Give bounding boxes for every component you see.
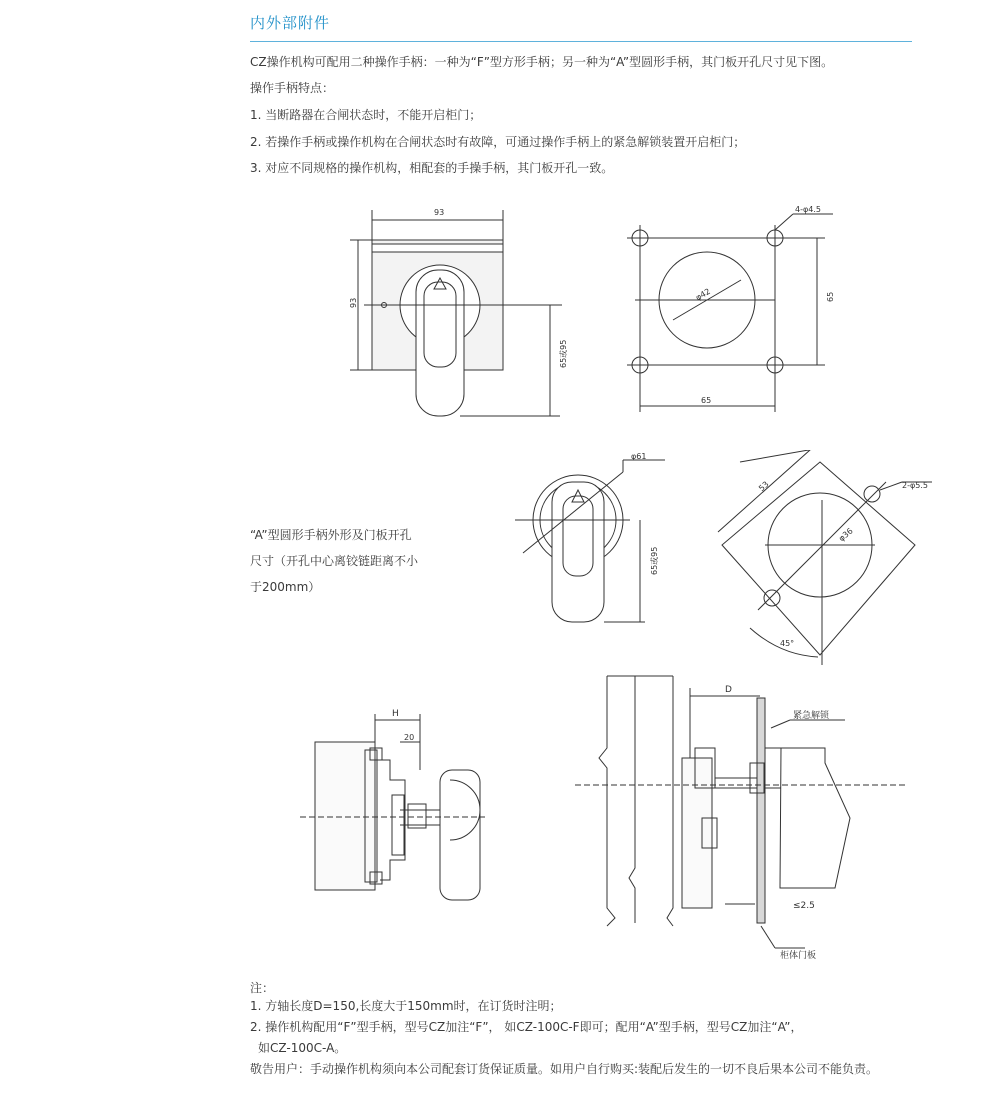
- a-type-caption: [250, 522, 418, 600]
- warning-text: 敬告用户：手动操作机构须向本公司配套订货保证质量。如用户自行购买:装配后发生的一切不良后果本公司不能负责。: [250, 1062, 879, 1076]
- a-angle-label: 45°: [780, 639, 795, 648]
- a-cutout-drawing: [710, 450, 950, 670]
- features-heading: 操作手柄特点：: [250, 81, 335, 95]
- intro-line: CZ操作机构可配用二种操作手柄：一种为“F”型方形手柄；另一种为“A”型圆形手柄，其门板开孔尺寸见下图。: [250, 55, 834, 69]
- f-handle-drawing: [340, 200, 570, 430]
- note-2-continued: 如CZ-100C-A。: [258, 1041, 347, 1055]
- feature-item-2: 2. 若操作手柄或操作机构在合闸状态时有故障，可通过操作手柄上的紧急解锁装置开启柜门；: [250, 135, 746, 149]
- a-diag-dim: 53: [757, 479, 771, 494]
- note-2: 2. 操作机构配用“F”型手柄，型号CZ加注“F”， 如CZ-100C-F即可；配用“A”型手柄，型号CZ加注“A”，: [250, 1020, 803, 1034]
- f-hole-dia: φ42: [694, 286, 712, 303]
- title-divider: [250, 41, 912, 42]
- dim-h-label: H: [392, 709, 399, 719]
- f-holes-label: 4-φ4.5: [795, 205, 821, 214]
- f-cutout-drawing: [615, 200, 855, 420]
- assembly-right-drawing: [575, 668, 905, 968]
- unlock-label: 紧急解锁: [793, 711, 830, 721]
- caption-line-3: 于200mm）: [250, 580, 321, 594]
- door-panel-label: 柜体门板: [780, 951, 817, 961]
- f-side-dim: 65: [826, 291, 835, 302]
- f-depth-dim: 65或95: [559, 339, 568, 368]
- assembly-left-drawing: [300, 700, 500, 910]
- note-1: 1. 方轴长度D=150,长度大于150mm时，在订货时注明；: [250, 999, 562, 1013]
- dim-d-label: D: [725, 685, 732, 695]
- caption-line-2: 尺寸（开孔中心离铰链距离不小: [250, 554, 419, 568]
- caption-line-1: “A”型圆形手柄外形及门板开孔: [250, 528, 412, 542]
- f-width-dim: 93: [434, 208, 445, 217]
- notes-heading: 注：: [250, 981, 275, 995]
- feature-item-1: 1. 当断路器在合闸状态时，不能开启柜门；: [250, 108, 482, 122]
- f-height-dim: 93: [349, 297, 358, 308]
- a-hole-dia: φ36: [837, 526, 855, 544]
- dim-20-label: 20: [404, 733, 415, 742]
- a-depth-dim: 65或95: [650, 546, 659, 575]
- f-bottom-dim: 65: [701, 396, 712, 405]
- section-title: 内外部附件: [250, 14, 331, 32]
- a-handle-drawing: [505, 450, 675, 630]
- thickness-label: ≤2.5: [793, 901, 815, 911]
- feature-item-3: 3. 对应不同规格的操作机构，相配套的手操手柄，其门板开孔一致。: [250, 161, 614, 175]
- a-holes-label: 2-φ5.5: [902, 481, 928, 490]
- a-dia-label: φ61: [631, 452, 647, 461]
